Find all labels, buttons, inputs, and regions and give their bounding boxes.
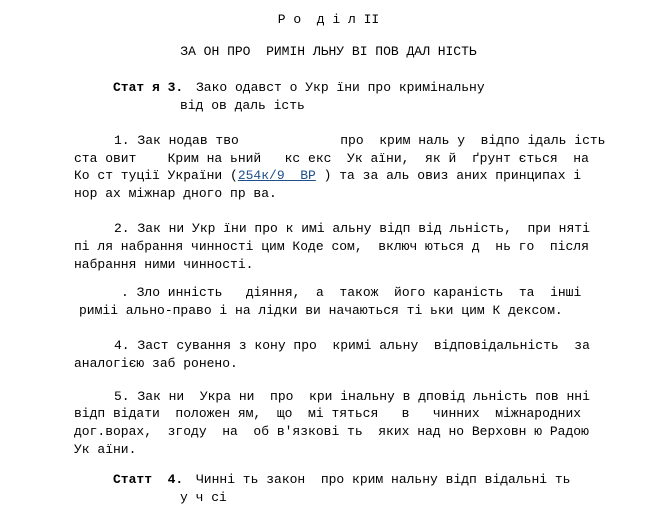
article-4-title-line-2: у ч сі [180,490,227,505]
article-3-p1-line-3-before: Ко ст туції України ( [74,168,238,183]
article-3-p4-line-2: аналогією заб ронено. [74,356,238,371]
article-3-p3-line-1: . Зло инність діяння, а також його караність та інші [121,285,582,300]
section-heading: Р о д і л ІІ [277,12,380,27]
article-3-p1-line-2: ста овит Крим на ьний кс екс Ук аїни, як й ґрунт ється на [74,151,589,166]
article-3-p5-line-1: 5. Зак ни Укра ни про кри інальну в дповід льність пов нні [114,389,590,404]
article-3-p5-line-3: дог.ворах, згоду на об в'язкові ть яких над но Верховн ю Радою [74,424,589,439]
article-3-p1-line-4: нор ах міжнар дного пр ва. [74,186,277,201]
article-3-p5-line-4: Ук аїни. [74,442,137,457]
article-3-p1-line-1: 1. Зак нодав тво про крим наль у відпо ідаль ість [114,133,606,148]
article-3-p5-line-2: відп відати положен ям, що мі тяться в чинних міжнародних [74,406,582,421]
article-3-label: Стат я 3. [113,80,184,95]
article-3-p2-line-1: 2. Зак ни Укр їни про к имі альну відп від льність, при няті [114,221,590,236]
article-4-title-line-1: Чинні ть закон про крим нальну відп відальні ть [196,472,571,487]
section-title: ЗА ОН ПРО РИМІН ЛЬНУ ВІ ПОВ ДАЛ НІСТЬ [180,44,477,59]
article-3-p2-line-3: набрання ними чинності. [74,257,254,272]
article-4-label: Статт 4. [113,472,184,487]
article-3-p1-line-3-after: ) та за аль овиз аних принципах і [323,168,582,183]
article-3-title-line-1: Зако одавст о Укр їни про кримінальну [196,80,485,95]
law-link[interactable]: 254к/9 ВР [237,168,316,183]
article-3-p3-line-2: риміі ально-право і на лідки ви начаються ті ьки цим К дексом. [79,303,563,318]
article-3-p1-line-3 [74,166,581,186]
article-3-p2-line-2: пі ля набрання чинності цим Коде сом, включ ються д нь го після [74,239,589,254]
article-3-title-line-2: від ов даль ість [180,98,305,113]
article-3-p4-line-1: 4. Заст сування з кону про кримі альну відповідальність за [114,338,590,353]
